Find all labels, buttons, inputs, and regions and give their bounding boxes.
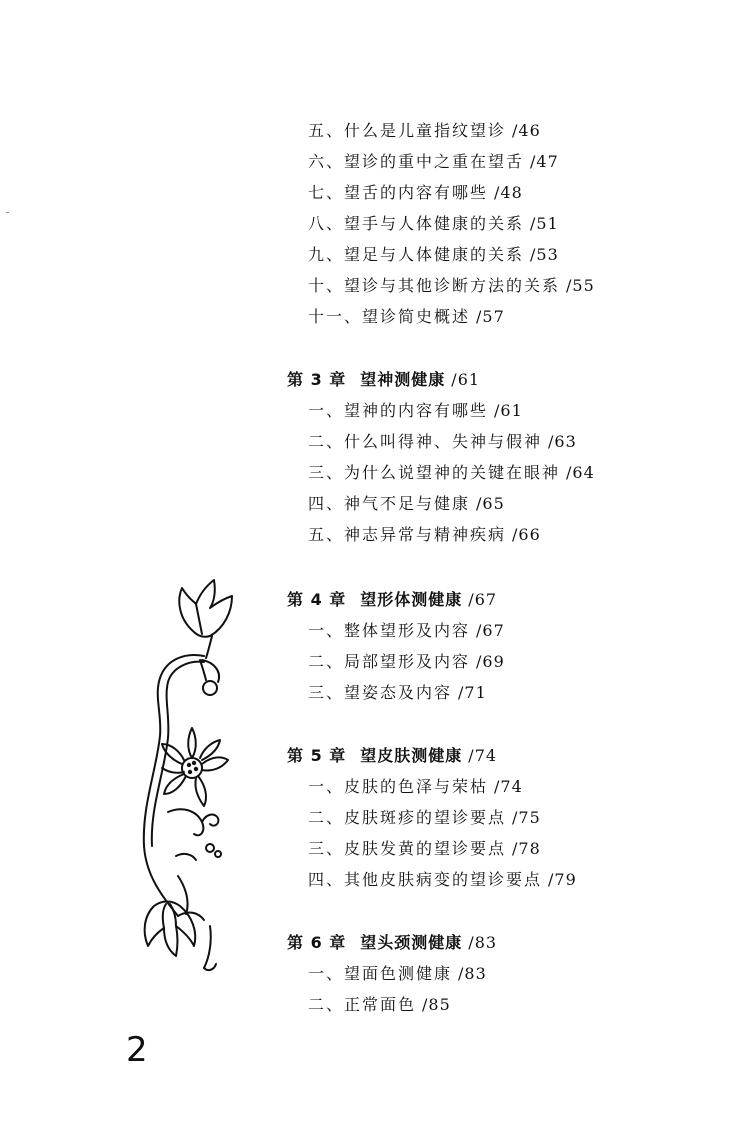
toc-item[interactable] — [308, 870, 577, 890]
toc-item-page: /46 — [512, 121, 541, 140]
toc-item[interactable] — [308, 995, 451, 1015]
toc-item-page: /83 — [458, 964, 487, 983]
toc-item-page: /67 — [476, 621, 505, 640]
chapter-label: 第 3 章 — [287, 370, 347, 389]
toc-item[interactable] — [308, 964, 487, 984]
toc-item[interactable] — [308, 152, 559, 172]
toc-item-title: 四、其他皮肤病变的望诊要点 — [308, 870, 543, 889]
chapter-page: /67 — [468, 590, 498, 609]
toc-item-title: 二、局部望形及内容 — [308, 652, 471, 671]
toc-item-page: /65 — [476, 494, 505, 513]
toc-item-title: 八、望手与人体健康的关系 — [308, 214, 525, 233]
toc-item-title: 三、为什么说望神的关键在眼神 — [308, 463, 561, 482]
toc-item-page: /55 — [566, 276, 595, 295]
toc-item-title: 十、望诊与其他诊断方法的关系 — [308, 276, 561, 295]
toc-item-title: 二、什么叫得神、失神与假神 — [308, 432, 543, 451]
toc-item-title: 二、皮肤斑疹的望诊要点 — [308, 808, 507, 827]
toc-item[interactable] — [308, 183, 523, 203]
chapter-heading[interactable] — [287, 370, 480, 390]
chapter-page: /74 — [468, 746, 498, 765]
toc-item-title: 一、整体望形及内容 — [308, 621, 471, 640]
toc-item[interactable] — [308, 401, 523, 421]
toc-item-title: 一、望面色测健康 — [308, 964, 453, 983]
toc-item-title: 四、神气不足与健康 — [308, 494, 471, 513]
chapter-label: 第 6 章 — [287, 933, 347, 952]
toc-item[interactable] — [308, 121, 541, 141]
toc-item-title: 六、望诊的重中之重在望舌 — [308, 152, 525, 171]
toc-item[interactable] — [308, 777, 523, 797]
toc-item-page: /69 — [476, 652, 505, 671]
toc-item-title: 五、神志异常与精神疾病 — [308, 525, 507, 544]
chapter-page: /61 — [451, 370, 481, 389]
toc-item-page: /51 — [530, 214, 559, 233]
toc-item-page: /75 — [512, 808, 541, 827]
toc-item-page: /47 — [530, 152, 559, 171]
toc-item-title: 一、皮肤的色泽与荣枯 — [308, 777, 489, 796]
toc-item-page: /53 — [530, 245, 559, 264]
page-number: 2 — [126, 1030, 148, 1070]
toc-item[interactable] — [308, 214, 559, 234]
toc-item-title: 七、望舌的内容有哪些 — [308, 183, 489, 202]
toc-item-title: 二、正常面色 — [308, 995, 417, 1014]
toc-item[interactable] — [308, 276, 595, 296]
toc-item-page: /78 — [512, 839, 541, 858]
toc-item-page: /79 — [548, 870, 577, 889]
chapter-heading[interactable] — [287, 746, 497, 766]
toc-item[interactable] — [308, 245, 559, 265]
toc-item[interactable] — [308, 621, 505, 641]
toc-item[interactable] — [308, 307, 505, 327]
toc-item-title: 九、望足与人体健康的关系 — [308, 245, 525, 264]
toc-item[interactable] — [308, 652, 505, 672]
toc-item-title: 一、望神的内容有哪些 — [308, 401, 489, 420]
toc-item[interactable] — [308, 494, 505, 514]
chapter-label: 第 5 章 — [287, 746, 347, 765]
toc-item-page: /74 — [494, 777, 523, 796]
toc-item-page: /63 — [548, 432, 577, 451]
toc-item[interactable] — [308, 839, 541, 859]
floral-vine-icon — [132, 576, 242, 986]
chapter-label: 第 4 章 — [287, 590, 347, 609]
scan-mark — [6, 212, 9, 213]
toc-item-page: /85 — [422, 995, 451, 1014]
toc-item-title: 三、皮肤发黄的望诊要点 — [308, 839, 507, 858]
chapter-title: 望神测健康 — [360, 370, 446, 389]
toc-item-page: /66 — [512, 525, 541, 544]
chapter-title: 望形体测健康 — [360, 590, 463, 609]
toc-item-title: 十一、望诊简史概述 — [308, 307, 471, 326]
toc-item-page: /61 — [494, 401, 523, 420]
chapter-title: 望皮肤测健康 — [360, 746, 463, 765]
chapter-title: 望头颈测健康 — [360, 933, 463, 952]
chapter-heading[interactable] — [287, 590, 497, 610]
toc-item-page: /57 — [476, 307, 505, 326]
toc-item[interactable] — [308, 808, 541, 828]
toc-item[interactable] — [308, 463, 595, 483]
toc-item-page: /64 — [566, 463, 595, 482]
toc-item-page: /71 — [458, 683, 487, 702]
toc-item-title: 五、什么是儿童指纹望诊 — [308, 121, 507, 140]
toc-item[interactable] — [308, 683, 487, 703]
chapter-heading[interactable] — [287, 933, 497, 953]
toc-item[interactable] — [308, 432, 577, 452]
chapter-page: /83 — [468, 933, 498, 952]
toc-item[interactable] — [308, 525, 541, 545]
toc-item-title: 三、望姿态及内容 — [308, 683, 453, 702]
toc-item-page: /48 — [494, 183, 523, 202]
